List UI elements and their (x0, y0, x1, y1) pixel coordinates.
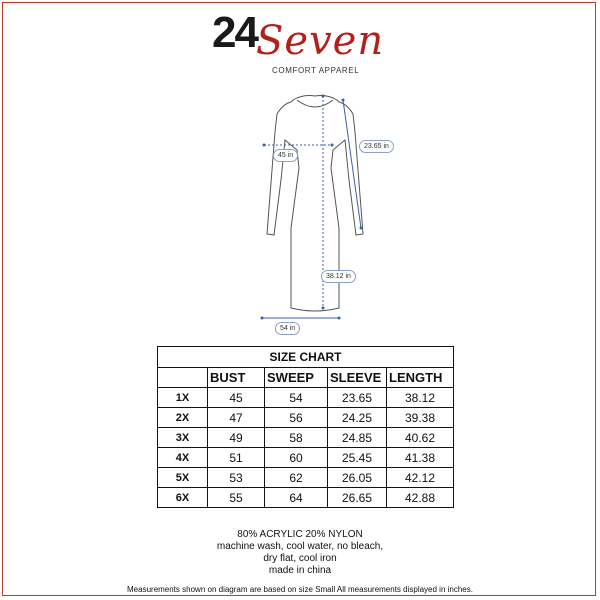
length-cell: 38.12 (387, 388, 454, 408)
header-length: LENGTH (387, 368, 454, 388)
table-row (158, 428, 454, 448)
sweep-cell: 62 (265, 468, 328, 488)
header-bust: BUST (208, 368, 265, 388)
header-sleeve: SLEEVE (328, 368, 387, 388)
bust-cell: 53 (208, 468, 265, 488)
length-cell: 42.88 (387, 488, 454, 508)
size-cell: 3X (158, 428, 208, 448)
measurement-note: Measurements shown on diagram are based on size Small All measurements displayed in inches. (127, 585, 473, 594)
sleeve-cell: 26.05 (328, 468, 387, 488)
sleeve-cell: 26.65 (328, 488, 387, 508)
bust-label: 45 in (273, 149, 298, 162)
wash-instructions: machine wash, cool water, no bleach, (216, 541, 384, 552)
bust-cell: 45 (208, 388, 265, 408)
size-cell: 4X (158, 448, 208, 468)
size-chart-title: SIZE CHART (158, 347, 454, 368)
table-row (158, 468, 454, 488)
brand-logo (210, 8, 400, 78)
bust-cell: 49 (208, 428, 265, 448)
table-row (158, 388, 454, 408)
header-size (158, 368, 208, 388)
sleeve-label: 23.65 in (359, 140, 394, 153)
sweep-label: 54 in (275, 322, 300, 335)
size-cell: 2X (158, 408, 208, 428)
table-row (158, 488, 454, 508)
sweep-cell: 56 (265, 408, 328, 428)
header-sweep: SWEEP (265, 368, 328, 388)
fabric-content: 80% ACRYLIC 20% NYLON (237, 529, 363, 540)
bust-cell: 51 (208, 448, 265, 468)
origin-text: made in china (268, 565, 332, 576)
sleeve-cell: 24.85 (328, 428, 387, 448)
sweep-cell: 58 (265, 428, 328, 448)
size-cell: 5X (158, 468, 208, 488)
dress-diagram (215, 88, 415, 334)
sleeve-measure-line (343, 100, 361, 228)
length-label: 38.12 in (321, 270, 356, 283)
bust-cell: 47 (208, 408, 265, 428)
table-row (158, 448, 454, 468)
sweep-cell: 54 (265, 388, 328, 408)
brand-tagline: COMFORT APPAREL (272, 66, 360, 75)
length-cell: 40.62 (387, 428, 454, 448)
sweep-cell: 60 (265, 448, 328, 468)
table-header-row (158, 368, 454, 388)
bust-cell: 55 (208, 488, 265, 508)
size-cell: 6X (158, 488, 208, 508)
brand-number: 24 (212, 8, 257, 57)
dry-instructions: dry flat, cool iron (263, 553, 337, 564)
length-cell: 39.38 (387, 408, 454, 428)
length-cell: 41.38 (387, 448, 454, 468)
sweep-cell: 64 (265, 488, 328, 508)
brand-script: Seven (256, 18, 385, 64)
sleeve-cell: 23.65 (328, 388, 387, 408)
table-row (158, 408, 454, 428)
size-chart-table (157, 346, 454, 508)
dress-outline (215, 88, 415, 334)
sleeve-cell: 24.25 (328, 408, 387, 428)
care-instructions (150, 529, 450, 577)
sleeve-cell: 25.45 (328, 448, 387, 468)
size-cell: 1X (158, 388, 208, 408)
length-cell: 42.12 (387, 468, 454, 488)
